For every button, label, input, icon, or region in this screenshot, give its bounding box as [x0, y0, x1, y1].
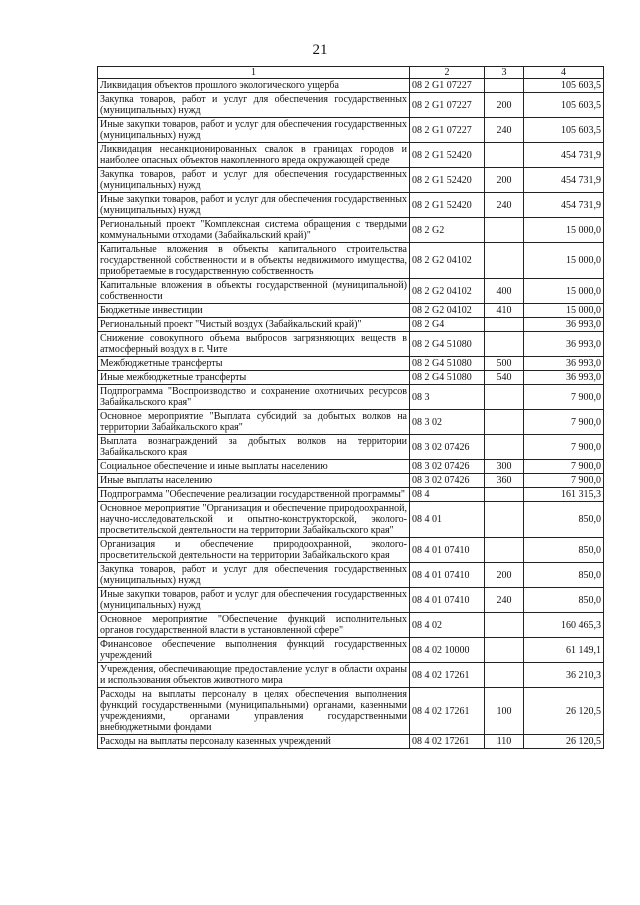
row-type-cell: [485, 488, 524, 502]
row-code-cell: 08 2 G4 51080: [410, 357, 485, 371]
row-amount-cell: 7 900,0: [524, 435, 604, 460]
row-type-cell: [485, 79, 524, 93]
table-row: [98, 435, 604, 460]
row-code-cell: 08 2 G2: [410, 218, 485, 243]
table-row: [98, 488, 604, 502]
row-type-cell: [485, 435, 524, 460]
row-name-cell: Финансовое обеспечение выполнения функций государственных учреждений: [98, 638, 410, 663]
table-row: [98, 371, 604, 385]
row-amount-cell: 36 993,0: [524, 332, 604, 357]
table-row: [98, 410, 604, 435]
row-amount-cell: 454 731,9: [524, 143, 604, 168]
row-type-cell: [485, 663, 524, 688]
table-row: [98, 279, 604, 304]
row-code-cell: 08 2 G4 51080: [410, 332, 485, 357]
row-type-cell: [485, 385, 524, 410]
row-name-cell: Бюджетные инвестиции: [98, 304, 410, 318]
row-code-cell: 08 4 01: [410, 502, 485, 538]
row-code-cell: 08 3 02: [410, 410, 485, 435]
row-amount-cell: 26 120,5: [524, 688, 604, 735]
row-amount-cell: 15 000,0: [524, 218, 604, 243]
row-name-cell: Межбюджетные трансферты: [98, 357, 410, 371]
row-amount-cell: 454 731,9: [524, 193, 604, 218]
budget-table: [97, 66, 604, 749]
row-name-cell: Снижение совокупного объема выбросов загрязняющих веществ в атмосферный воздух в г. Чите: [98, 332, 410, 357]
row-code-cell: 08 2 G1 07227: [410, 79, 485, 93]
table-row: [98, 143, 604, 168]
table-row: [98, 538, 604, 563]
row-name-cell: Подпрограмма "Обеспечение реализации государственной программы": [98, 488, 410, 502]
row-name-cell: Закупка товаров, работ и услуг для обеспечения государственных (муниципальных) нужд: [98, 168, 410, 193]
row-amount-cell: 105 603,5: [524, 79, 604, 93]
row-amount-cell: 850,0: [524, 538, 604, 563]
table-row: [98, 93, 604, 118]
row-code-cell: 08 4 02 17261: [410, 663, 485, 688]
table-row: [98, 735, 604, 749]
table-row: [98, 588, 604, 613]
row-name-cell: Иные межбюджетные трансферты: [98, 371, 410, 385]
table-row: [98, 243, 604, 279]
row-code-cell: 08 2 G1 52420: [410, 168, 485, 193]
row-name-cell: Капитальные вложения в объекты государственной (муниципальной) собственности: [98, 279, 410, 304]
row-name-cell: Региональный проект "Комплексная система обращения с твердыми коммунальными отходами (Забайкальский край)": [98, 218, 410, 243]
row-type-cell: [485, 218, 524, 243]
row-name-cell: Выплата вознаграждений за добытых волков на территории Забайкальского края: [98, 435, 410, 460]
row-name-cell: Иные закупки товаров, работ и услуг для обеспечения государственных (муниципальных) нужд: [98, 588, 410, 613]
table-row: [98, 663, 604, 688]
row-amount-cell: 36 993,0: [524, 371, 604, 385]
row-code-cell: 08 4 01 07410: [410, 588, 485, 613]
table-row: [98, 688, 604, 735]
row-code-cell: 08 2 G2 04102: [410, 279, 485, 304]
row-type-cell: 100: [485, 688, 524, 735]
row-code-cell: 08 2 G4: [410, 318, 485, 332]
row-name-cell: Учреждения, обеспечивающие предоставление услуг в области охраны и использования объектов животного мира: [98, 663, 410, 688]
row-code-cell: 08 4 01 07410: [410, 538, 485, 563]
row-type-cell: 400: [485, 279, 524, 304]
row-type-cell: 200: [485, 93, 524, 118]
row-type-cell: [485, 410, 524, 435]
row-name-cell: Иные закупки товаров, работ и услуг для обеспечения государственных (муниципальных) нужд: [98, 118, 410, 143]
page-number: 21: [312, 42, 328, 58]
table-row: [98, 474, 604, 488]
row-name-cell: Подпрограмма "Воспроизводство и сохранение охотничьих ресурсов Забайкальского края": [98, 385, 410, 410]
row-name-cell: Капитальные вложения в объекты капитального строительства государственной собственности и в объекты недвижимого имущества, приобретаемые в государственную собственность: [98, 243, 410, 279]
table-row: [98, 118, 604, 143]
row-amount-cell: 15 000,0: [524, 279, 604, 304]
row-code-cell: 08 3: [410, 385, 485, 410]
row-amount-cell: 105 603,5: [524, 93, 604, 118]
table-row: [98, 460, 604, 474]
row-amount-cell: 454 731,9: [524, 168, 604, 193]
table-row: [98, 304, 604, 318]
row-name-cell: Организация и обеспечение природоохранной, эколого-просветительской деятельности на территории Забайкальского края: [98, 538, 410, 563]
row-type-cell: 410: [485, 304, 524, 318]
row-type-cell: [485, 318, 524, 332]
row-type-cell: [485, 332, 524, 357]
row-name-cell: Ликвидация объектов прошлого экологического ущерба: [98, 79, 410, 93]
table-row: [98, 218, 604, 243]
row-type-cell: 500: [485, 357, 524, 371]
header-row: [98, 67, 604, 79]
row-code-cell: 08 4 02 10000: [410, 638, 485, 663]
column-header: 3: [485, 67, 524, 79]
row-name-cell: Расходы на выплаты персоналу казенных учреждений: [98, 735, 410, 749]
table-row: [98, 193, 604, 218]
table-row: [98, 168, 604, 193]
table-row: [98, 502, 604, 538]
table-row: [98, 332, 604, 357]
row-code-cell: 08 2 G1 07227: [410, 93, 485, 118]
row-amount-cell: 36 210,3: [524, 663, 604, 688]
row-amount-cell: 850,0: [524, 502, 604, 538]
row-amount-cell: 36 993,0: [524, 318, 604, 332]
row-name-cell: Расходы на выплаты персоналу в целях обеспечения выполнения функций государственными (муниципальными) органами, казенными учреждениями, органами управления государственными внебюджетными фондами: [98, 688, 410, 735]
row-amount-cell: 61 149,1: [524, 638, 604, 663]
row-type-cell: [485, 613, 524, 638]
row-code-cell: 08 2 G1 52420: [410, 143, 485, 168]
row-name-cell: Социальное обеспечение и иные выплаты населению: [98, 460, 410, 474]
row-name-cell: Иные выплаты населению: [98, 474, 410, 488]
row-amount-cell: 850,0: [524, 588, 604, 613]
row-type-cell: 540: [485, 371, 524, 385]
row-name-cell: Основное мероприятие "Обеспечение функций исполнительных органов государственной власти в установленной сфере": [98, 613, 410, 638]
row-amount-cell: 15 000,0: [524, 304, 604, 318]
row-code-cell: 08 2 G1 07227: [410, 118, 485, 143]
row-amount-cell: 105 603,5: [524, 118, 604, 143]
row-amount-cell: 850,0: [524, 563, 604, 588]
row-code-cell: 08 4 01 07410: [410, 563, 485, 588]
row-type-cell: 300: [485, 460, 524, 474]
table-row: [98, 79, 604, 93]
row-code-cell: 08 4 02: [410, 613, 485, 638]
row-code-cell: 08 4 02 17261: [410, 688, 485, 735]
row-code-cell: 08 3 02 07426: [410, 474, 485, 488]
row-amount-cell: 7 900,0: [524, 474, 604, 488]
row-type-cell: 240: [485, 118, 524, 143]
table-row: [98, 385, 604, 410]
row-type-cell: 200: [485, 563, 524, 588]
row-name-cell: Основное мероприятие "Выплата субсидий за добытых волков на территории Забайкальского края": [98, 410, 410, 435]
row-name-cell: Региональный проект "Чистый воздух (Забайкальский край)": [98, 318, 410, 332]
row-amount-cell: 7 900,0: [524, 410, 604, 435]
column-header: 2: [410, 67, 485, 79]
row-type-cell: [485, 143, 524, 168]
row-code-cell: 08 2 G2 04102: [410, 243, 485, 279]
row-amount-cell: 15 000,0: [524, 243, 604, 279]
row-amount-cell: 7 900,0: [524, 385, 604, 410]
row-name-cell: Закупка товаров, работ и услуг для обеспечения государственных (муниципальных) нужд: [98, 563, 410, 588]
row-amount-cell: 161 315,3: [524, 488, 604, 502]
row-name-cell: Иные закупки товаров, работ и услуг для обеспечения государственных (муниципальных) нужд: [98, 193, 410, 218]
row-type-cell: [485, 538, 524, 563]
row-type-cell: [485, 638, 524, 663]
row-name-cell: Основное мероприятие "Организация и обеспечение природоохранной, научно-исследовательской и опытно-конструкторской, эколого-просветительской деятельности на территории Забайкальского края": [98, 502, 410, 538]
row-type-cell: 200: [485, 168, 524, 193]
row-name-cell: Ликвидация несанкционированных свалок в границах городов и наиболее опасных объектов накопленного вреда окружающей среде: [98, 143, 410, 168]
table-row: [98, 318, 604, 332]
row-type-cell: 240: [485, 193, 524, 218]
row-code-cell: 08 4 02 17261: [410, 735, 485, 749]
column-header: 4: [524, 67, 604, 79]
row-name-cell: Закупка товаров, работ и услуг для обеспечения государственных (муниципальных) нужд: [98, 93, 410, 118]
table-row: [98, 613, 604, 638]
table-row: [98, 357, 604, 371]
table-row: [98, 563, 604, 588]
row-type-cell: [485, 502, 524, 538]
row-code-cell: 08 3 02 07426: [410, 435, 485, 460]
row-type-cell: 240: [485, 588, 524, 613]
row-amount-cell: 36 993,0: [524, 357, 604, 371]
row-code-cell: 08 2 G2 04102: [410, 304, 485, 318]
row-code-cell: 08 2 G1 52420: [410, 193, 485, 218]
row-amount-cell: 26 120,5: [524, 735, 604, 749]
row-code-cell: 08 3 02 07426: [410, 460, 485, 474]
row-amount-cell: 160 465,3: [524, 613, 604, 638]
row-type-cell: 360: [485, 474, 524, 488]
table-row: [98, 638, 604, 663]
column-header: 1: [98, 67, 410, 79]
row-code-cell: 08 4: [410, 488, 485, 502]
row-code-cell: 08 2 G4 51080: [410, 371, 485, 385]
row-type-cell: [485, 243, 524, 279]
row-type-cell: 110: [485, 735, 524, 749]
row-amount-cell: 7 900,0: [524, 460, 604, 474]
